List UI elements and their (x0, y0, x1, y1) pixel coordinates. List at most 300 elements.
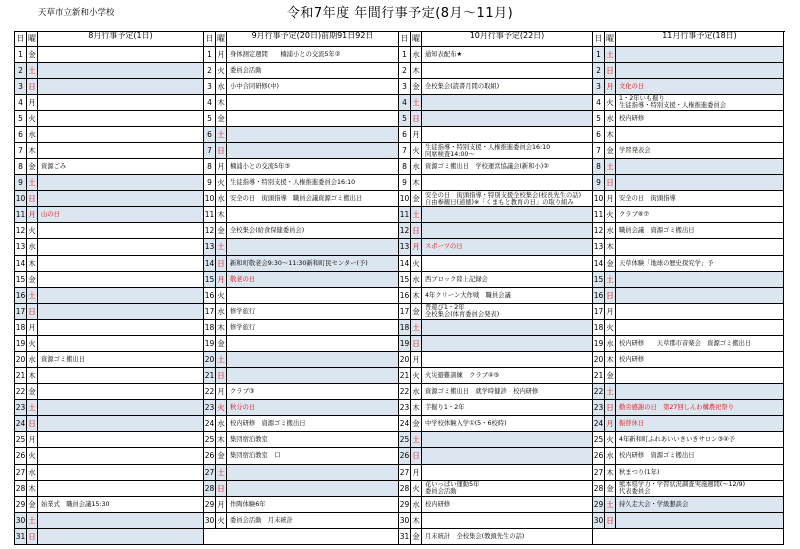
weekday: 金 (27, 159, 38, 174)
day-number: 23 (399, 400, 411, 415)
day-row (204, 448, 398, 464)
event-cell (616, 352, 783, 367)
day-row (399, 79, 592, 95)
weekday: 火 (411, 143, 422, 158)
weekday: 土 (605, 384, 616, 399)
day-number: 19 (15, 336, 27, 351)
event-text: 委員会活動 (230, 66, 262, 74)
event-cell (422, 47, 592, 62)
weekday: 土 (27, 400, 38, 415)
header-weekday-label: 曜 (605, 32, 616, 46)
event-text: 振替休日 (619, 420, 645, 428)
day-number: 1 (204, 47, 216, 62)
event-cell (422, 432, 592, 447)
day-number: 8 (399, 159, 411, 174)
weekday: 金 (216, 111, 227, 126)
weekday: 月 (411, 352, 422, 367)
weekday: 月 (411, 239, 422, 254)
event-cell (616, 143, 783, 158)
event-cell (616, 191, 783, 206)
weekday: 日 (27, 529, 38, 544)
weekday: 水 (411, 272, 422, 287)
event-cell (227, 448, 398, 463)
column-header (593, 32, 783, 47)
day-number: 5 (15, 111, 27, 126)
day-number: 24 (204, 416, 216, 431)
day-number: 20 (399, 352, 411, 367)
day-row (15, 481, 203, 497)
day-row (204, 384, 398, 400)
weekday: 日 (605, 400, 616, 415)
day-row (204, 79, 398, 95)
day-number: 16 (204, 288, 216, 303)
day-number: 26 (204, 448, 216, 463)
day-row (399, 288, 592, 304)
day-row (399, 191, 592, 207)
day-row (204, 47, 398, 63)
weekday: 月 (216, 497, 227, 512)
event-cell (38, 63, 203, 78)
event-cell (422, 497, 592, 512)
weekday: 日 (411, 223, 422, 238)
event-cell (422, 529, 592, 544)
weekday: 土 (27, 513, 38, 528)
day-number: 5 (399, 111, 411, 126)
day-row (399, 384, 592, 400)
day-row (593, 336, 783, 352)
month-column (593, 32, 784, 545)
weekday: 土 (605, 272, 616, 287)
day-row (399, 207, 592, 223)
weekday: 土 (216, 127, 227, 142)
event-text: 集団宿泊教室 口 (230, 452, 281, 460)
weekday: 日 (605, 513, 616, 528)
event-text: 校内研修 天草郡市音楽会 資源ゴミ搬出日 (619, 339, 752, 347)
day-number: 28 (399, 481, 411, 496)
event-text: 山の日 (41, 211, 60, 219)
weekday: 土 (27, 288, 38, 303)
weekday: 木 (27, 481, 38, 496)
day-number: 20 (593, 352, 605, 367)
event-cell (422, 304, 592, 319)
weekday: 水 (411, 159, 422, 174)
weekday: 木 (216, 95, 227, 110)
weekday: 木 (605, 352, 616, 367)
day-number: 13 (399, 239, 411, 254)
weekday: 月 (216, 47, 227, 62)
event-cell (38, 304, 203, 319)
day-number: 12 (593, 223, 605, 238)
day-row (15, 239, 203, 255)
day-number: 16 (399, 288, 411, 303)
event-cell (616, 497, 783, 512)
month-title: 8月行事予定(1日) (88, 32, 153, 40)
day-row (15, 497, 203, 513)
weekday: 日 (411, 111, 422, 126)
event-cell (422, 416, 592, 431)
event-cell (422, 320, 592, 335)
day-row (15, 513, 203, 529)
day-row (593, 256, 783, 272)
day-number: 4 (15, 95, 27, 110)
day-row (593, 272, 783, 288)
day-row (204, 63, 398, 79)
weekday: 木 (605, 127, 616, 142)
day-row (15, 95, 203, 111)
day-row (399, 448, 592, 464)
day-row (204, 175, 398, 191)
day-row (399, 159, 592, 175)
event-cell (38, 272, 203, 287)
header-day-label: 日 (204, 32, 216, 46)
event-text: 花いっぱい運動5年 (425, 481, 480, 489)
event-cell (227, 207, 398, 222)
day-number: 1 (399, 47, 411, 62)
weekday: 金 (216, 336, 227, 351)
event-cell (616, 159, 783, 174)
event-text: 天草体験「地球の歴史探究学」予 (619, 259, 714, 267)
weekday: 日 (411, 448, 422, 463)
event-text: 芋掘り1・2年 (425, 404, 465, 412)
header-weekday-label: 曜 (216, 32, 227, 46)
event-cell (616, 384, 783, 399)
header-day-label: 日 (15, 32, 27, 46)
day-number: 10 (399, 191, 411, 206)
day-number: 19 (593, 336, 605, 351)
weekday: 水 (27, 465, 38, 480)
weekday: 月 (411, 465, 422, 480)
event-cell (227, 288, 398, 303)
event-cell (38, 223, 203, 238)
day-number: 3 (593, 79, 605, 94)
day-number: 28 (593, 481, 605, 496)
day-row (399, 352, 592, 368)
event-cell (38, 320, 203, 335)
day-row (593, 432, 783, 448)
day-number: 6 (399, 127, 411, 142)
day-number: 6 (204, 127, 216, 142)
weekday: 土 (411, 95, 422, 110)
event-text: 文化の日 (619, 82, 645, 90)
day-number: 14 (15, 256, 27, 271)
weekday: 土 (216, 352, 227, 367)
weekday: 木 (411, 63, 422, 78)
day-row (204, 239, 398, 255)
day-number: 17 (399, 304, 411, 319)
day-number: 19 (204, 336, 216, 351)
day-number: 22 (399, 384, 411, 399)
column-header (399, 32, 592, 47)
event-text: 自由参観日(道徳)※「くまもと教育の日」の取り組み (425, 198, 574, 206)
event-cell (616, 448, 783, 463)
day-number: 25 (593, 432, 605, 447)
event-cell (616, 239, 783, 254)
day-row (593, 143, 783, 159)
weekday: 金 (216, 223, 227, 238)
day-number: 18 (399, 320, 411, 335)
event-cell (422, 513, 592, 528)
day-row (15, 352, 203, 368)
column-header (204, 32, 398, 47)
event-cell (422, 256, 592, 271)
weekday: 水 (27, 239, 38, 254)
weekday: 水 (216, 191, 227, 206)
day-number: 24 (15, 416, 27, 431)
day-row (204, 288, 398, 304)
event-cell (422, 207, 592, 222)
weekday: 木 (216, 432, 227, 447)
event-text: 持久走大会・学級懇談会 (619, 500, 689, 508)
day-row (15, 336, 203, 352)
event-cell (227, 320, 398, 335)
event-text: 安全の日 街頭指導 職員会議資源ゴミ搬出日 (230, 195, 363, 203)
weekday: 月 (605, 304, 616, 319)
event-text: 校内研修 (619, 114, 645, 122)
day-row (399, 143, 592, 159)
event-text: 敬老の日 (230, 275, 256, 283)
day-number: 22 (204, 384, 216, 399)
event-text: 小中合同研修(中) (230, 82, 279, 90)
day-number: 27 (15, 465, 27, 480)
day-row (204, 336, 398, 352)
day-row (399, 256, 592, 272)
day-number: 10 (204, 191, 216, 206)
day-row (15, 384, 203, 400)
event-cell (422, 272, 592, 287)
day-row (399, 336, 592, 352)
weekday: 木 (411, 400, 422, 415)
day-number: 26 (15, 448, 27, 463)
weekday: 水 (605, 336, 616, 351)
event-cell (616, 368, 783, 383)
day-number: 6 (15, 127, 27, 142)
day-number: 3 (15, 79, 27, 94)
day-number: 27 (204, 465, 216, 480)
event-cell (38, 513, 203, 528)
day-number: 18 (204, 320, 216, 335)
event-cell (422, 288, 592, 303)
day-number: 1 (15, 47, 27, 62)
weekday: 火 (605, 95, 616, 110)
day-number: 17 (204, 304, 216, 319)
day-row (399, 400, 592, 416)
event-cell (38, 159, 203, 174)
event-cell (38, 432, 203, 447)
event-cell (227, 400, 398, 415)
event-text: 校内研修 資源ゴミ搬出日 (619, 452, 695, 460)
event-text: 生徒指導・特別支援・人権推進委員会16:10 (425, 143, 551, 151)
day-row (204, 111, 398, 127)
day-row (399, 481, 592, 497)
event-text: クラブ③ (230, 388, 255, 396)
weekday: 日 (27, 79, 38, 94)
day-row (204, 207, 398, 223)
day-row (204, 400, 398, 416)
day-number: 4 (204, 95, 216, 110)
event-text: 全校集会(読書月間の取組) (425, 82, 500, 90)
header-day-label: 日 (593, 32, 605, 46)
day-row (399, 111, 592, 127)
event-cell (227, 384, 398, 399)
day-row (593, 400, 783, 416)
day-row (15, 63, 203, 79)
day-number: 28 (15, 481, 27, 496)
page-title: 令和7年度 年間行事予定(8月～11月) (286, 6, 514, 21)
day-number: 28 (204, 481, 216, 496)
header-weekday-label: 曜 (411, 32, 422, 46)
event-cell (616, 63, 783, 78)
event-cell (38, 207, 203, 222)
event-text: スポーツの日 (425, 243, 463, 251)
day-number: 8 (593, 159, 605, 174)
event-cell (616, 175, 783, 190)
day-row (593, 448, 783, 464)
event-cell (422, 465, 592, 480)
event-text: 火災避難訓練 クラブ④⑤ (425, 372, 500, 380)
event-cell (616, 272, 783, 287)
event-text: 始業式 職員会議15:30 (41, 500, 110, 508)
event-text: 資源ゴミ搬出日 就学時健診 校内研修 (425, 388, 539, 396)
event-text: 月末統計 全校集会(教頭先生の話) (425, 532, 525, 540)
day-row (15, 288, 203, 304)
weekday: 木 (27, 368, 38, 383)
weekday: 土 (216, 239, 227, 254)
event-cell (616, 304, 783, 319)
event-cell (38, 448, 203, 463)
event-cell (422, 79, 592, 94)
event-text: 集団宿泊教室 (230, 436, 268, 444)
event-cell (38, 416, 203, 431)
weekday: 木 (27, 143, 38, 158)
weekday: 火 (605, 432, 616, 447)
day-row (204, 127, 398, 143)
day-number: 16 (15, 288, 27, 303)
event-cell (422, 239, 592, 254)
weekday: 水 (605, 111, 616, 126)
weekday: 金 (605, 256, 616, 271)
day-number: 14 (593, 256, 605, 271)
event-text: 4年新和町ふれあいいきいきサロン③④予 (619, 436, 736, 444)
event-cell (616, 47, 783, 62)
day-row (204, 352, 398, 368)
event-cell (38, 111, 203, 126)
day-row (399, 432, 592, 448)
header-day-label: 日 (399, 32, 411, 46)
day-number: 7 (399, 143, 411, 158)
weekday: 土 (605, 159, 616, 174)
event-text: 校内研修 資源ゴミ搬出日 (230, 420, 306, 428)
day-row (204, 465, 398, 481)
day-number: 24 (593, 416, 605, 431)
day-row (15, 111, 203, 127)
weekday: 金 (27, 47, 38, 62)
day-number: 29 (593, 497, 605, 512)
day-row (593, 304, 783, 320)
event-cell (38, 481, 203, 496)
weekday: 火 (27, 111, 38, 126)
day-number: 31 (399, 529, 411, 544)
day-number: 3 (399, 79, 411, 94)
month-column (204, 32, 399, 545)
weekday: 水 (411, 497, 422, 512)
weekday: 水 (411, 384, 422, 399)
event-cell (38, 239, 203, 254)
month-title: 10月行事予定(22日) (469, 32, 545, 40)
month-column (399, 32, 593, 545)
weekday: 日 (216, 256, 227, 271)
column-header (15, 32, 203, 47)
day-number: 24 (399, 416, 411, 431)
day-row (15, 159, 203, 175)
day-number: 4 (593, 95, 605, 110)
event-text: 4年クリーン大作戦 職員会議 (425, 291, 511, 299)
empty-row (204, 529, 398, 545)
day-number: 3 (204, 79, 216, 94)
day-number: 30 (204, 513, 216, 528)
event-cell (227, 272, 398, 287)
weekday: 火 (27, 223, 38, 238)
month-title: 11月行事予定(18日) (662, 32, 737, 40)
day-number: 11 (15, 207, 27, 222)
day-number: 9 (399, 175, 411, 190)
day-number: 7 (593, 143, 605, 158)
event-cell (38, 465, 203, 480)
day-number: 20 (204, 352, 216, 367)
weekday: 金 (27, 497, 38, 512)
event-cell (422, 336, 592, 351)
event-text: 普遊び1・2年 (425, 304, 465, 312)
event-cell (227, 336, 398, 351)
event-cell (227, 513, 398, 528)
day-number: 13 (204, 239, 216, 254)
weekday: 日 (27, 304, 38, 319)
event-cell (38, 288, 203, 303)
day-row (15, 416, 203, 432)
event-cell (38, 127, 203, 142)
event-cell (422, 368, 592, 383)
weekday: 土 (605, 47, 616, 62)
event-cell (38, 352, 203, 367)
day-number: 22 (593, 384, 605, 399)
day-row (593, 239, 783, 255)
day-number: 16 (593, 288, 605, 303)
day-number: 21 (15, 368, 27, 383)
event-cell (227, 159, 398, 174)
day-number: 29 (399, 497, 411, 512)
day-row (204, 256, 398, 272)
weekday: 火 (411, 368, 422, 383)
event-text: 校内研修 (425, 500, 451, 508)
day-number: 7 (15, 143, 27, 158)
weekday: 火 (411, 256, 422, 271)
event-cell (38, 175, 203, 190)
event-cell (38, 256, 203, 271)
event-cell (227, 191, 398, 206)
day-row (204, 432, 398, 448)
weekday: 木 (605, 465, 616, 480)
weekday: 月 (27, 95, 38, 110)
day-row (399, 368, 592, 384)
event-cell (422, 175, 592, 190)
day-number: 14 (399, 256, 411, 271)
weekday: 日 (216, 368, 227, 383)
day-row (399, 529, 592, 545)
weekday: 土 (216, 465, 227, 480)
weekday: 月 (216, 384, 227, 399)
event-cell (38, 497, 203, 512)
event-text: 熊本県学力・学習状況調査実施週間(～12/9) (619, 481, 746, 489)
weekday: 月 (216, 159, 227, 174)
